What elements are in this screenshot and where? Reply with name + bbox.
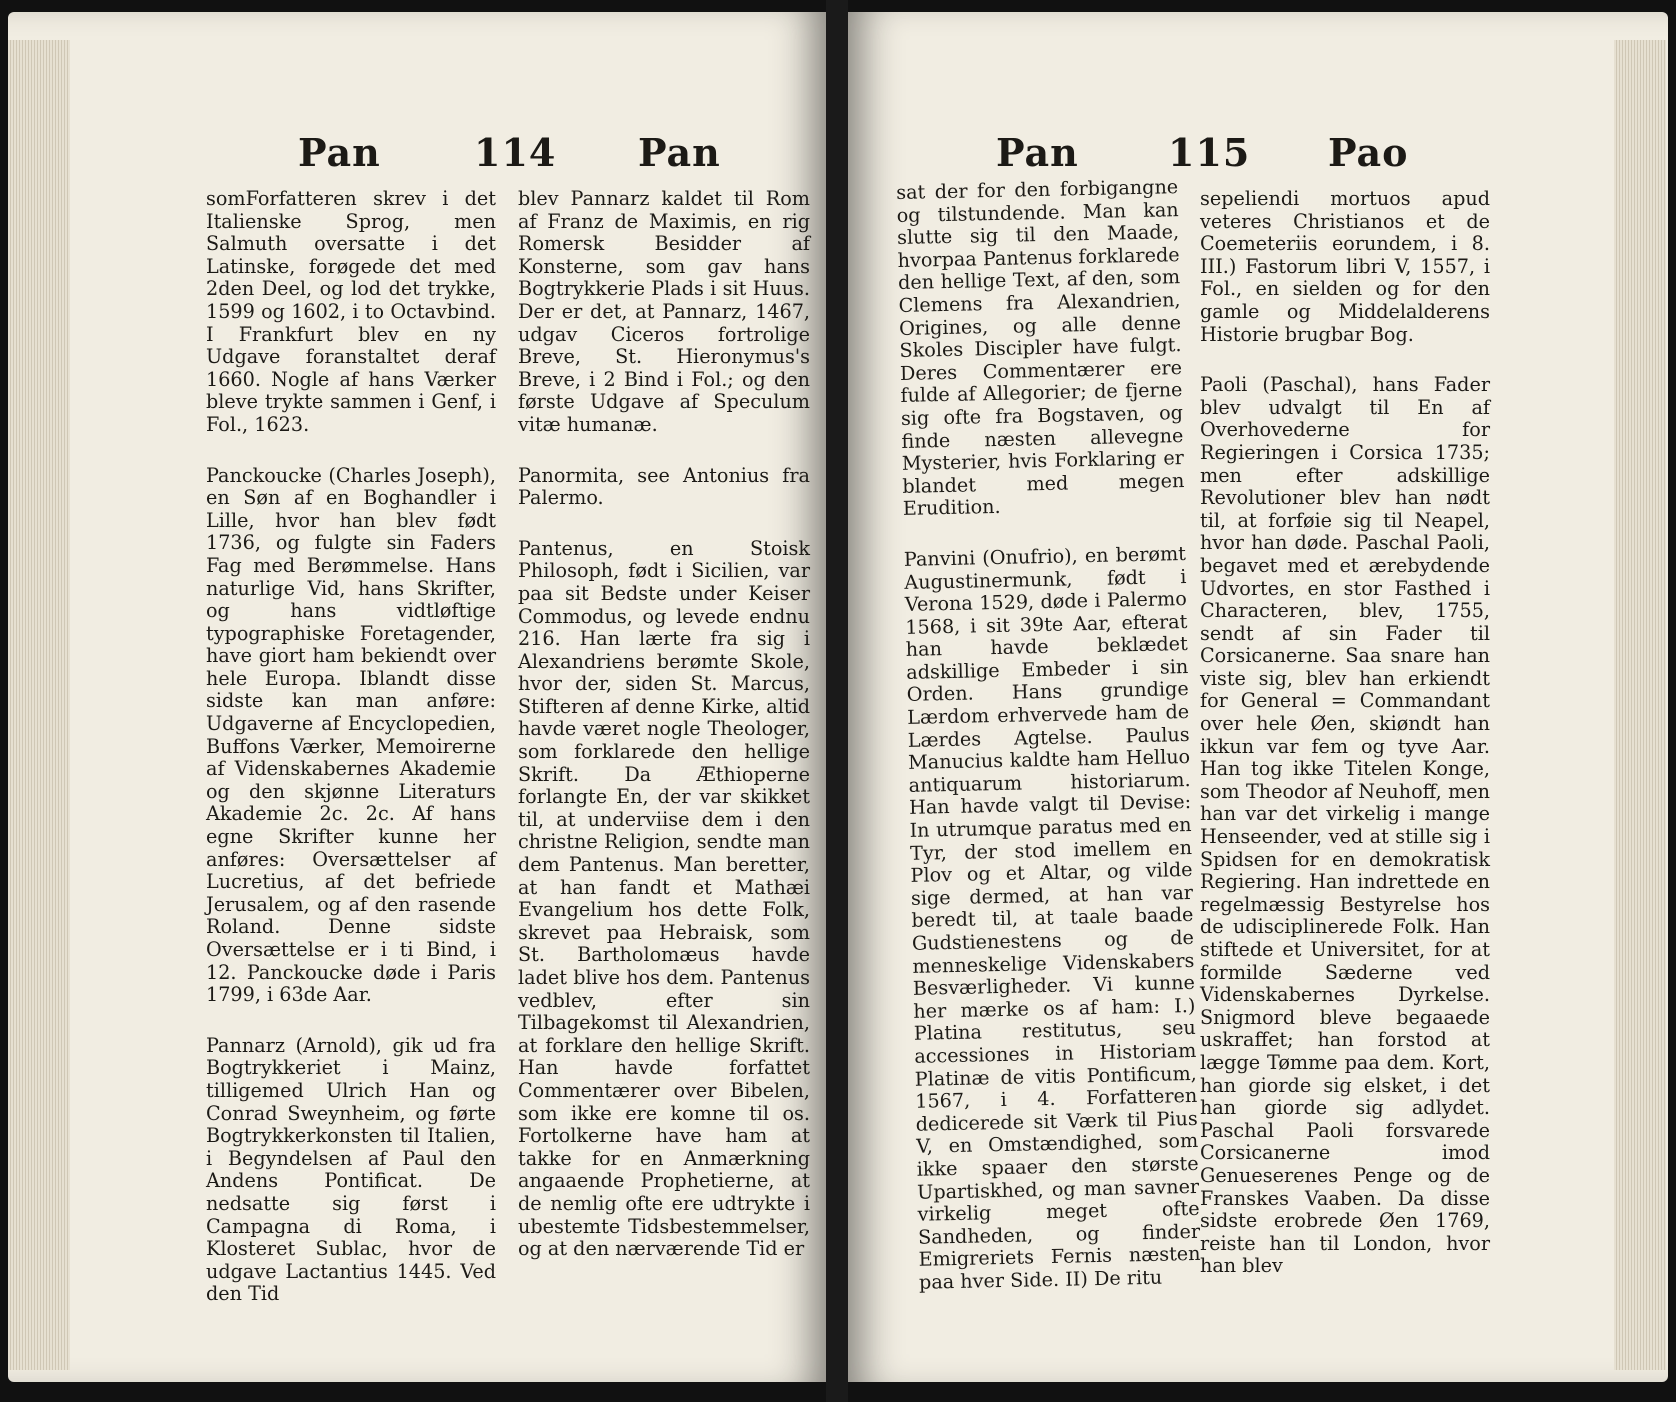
entry-pannarz: Pannarz (Arnold), gik ud fra Bogtrykkeriet i Mainz, tilligemed Ulrich Han og Conrad Sweynheim, og førte Bogtrykkerkonsten til Italien, i Begyndelsen af Paul den Andens Pontificat. De nedsatte sig først i Campagna di Roma, i Klosteret Sublac, hvor de udgave Lactantius 1445. Ved den Tid: [206, 1033, 496, 1306]
entry-panckoucke: Panckoucke (Charles Joseph), en Søn af en Boghandler i Lille, hvor han blev født 1736, og fulgte sin Faders Fag med Berømmelse. Hans naturlige Vid, hans Skrifter, og hans vidtløftige typographiske Foretagender, have giort ham bekiendt over hele Europa. Iblandt disse sidste kan man anføre: Udgaverne af Encyclopedien, Buffons Værker, Memoirerne af Videnskabernes Akademie og den skjønne Literaturs Akademie 2c. 2c. Af hans egne Skrifter kunne her anføres: Oversættelser af Lucretius, af det befriede Jerusalem, og af den rasende Roland. Denne sidste Oversættelse er i ti Bind, i 12. Panckoucke døde i Paris 1799, i 63de Aar.: [206, 463, 496, 1007]
right-header-keyword-right: Pao: [1328, 130, 1409, 175]
left-page: [8, 12, 826, 1382]
right-column-1: [896, 176, 1201, 1294]
right-page: [848, 12, 1668, 1382]
entry-paoli: Paoli (Paschal), hans Fader blev udvalgt til En af Overhovederne for Regieringen i Corsica 1735; men efter adskillige Revolutioner blev han nødt til, at forføie sig til Neapel, hvor han døde. Paschal Paoli, begavet med et ærebydende Udvortes, en stor Fasthed i Characteren, blev, 1755, sendt af sin Fader til Corsicanerne. Saa snare han viste sig, blev han erkiendt for General = Commandant over hele Øen, skiøndt han ikkun var fem og tyve Aar. Han tog ikke Titelen Konge, som Theodor af Neuhoff, men han var det virkelig i mange Henseender, ved at stille sig i Spidsen for en demokratisk Regiering. Han indrettede en regelmæssig Bestyrelse hos de udisciplinerede Folk. Han stiftede et Universitet, for at formilde Sæderne ved Videnskabernes Dyrkelse. Snigmord bleve begaaede uskraffet; han forstod at lægge Tømme paa dem. Kort, han giorde sig elsket, i det han giorde sig adlydet. Paschal Paoli forsvarede Corsicanerne imod Genueserenes Penge og de Franskes Vaaben. Da disse sidste erobrede Øen 1769, reiste han til London, hvor han blev: [1200, 373, 1490, 1278]
entry-text: sepeliendi mortuos apud veteres Christianos et de Coemeteriis eorundem, i 8. III.) Fastorum libri V, 1557, i Fol., en sielden og for den gamle og Middelalderens Historie brugbar Bog.: [1200, 187, 1490, 346]
right-page-number: 115: [1168, 130, 1251, 175]
entry-pantenus: Pantenus, en Stoisk Philosoph, født i Sicilien, var paa sit Bedste under Keiser Commodus, og levede endnu 216. Han lærte fra sig i Alexandriens berømte Skole, hvor der, siden St. Marcus, Stifteren af denne Kirke, altid havde været nogle Theologer, som forklarede den hellige Skrift. Da Æthioperne forlangte En, der var skikket til, at underviise dem i den christne Religion, sendte man dem Pantenus. Man beretter, at han fandt et Mathæi Evangelium hos dette Folk, skrevet paa Hebraisk, som St. Bartholomæus havde ladet blive hos dem. Pantenus vedblev, efter sin Tilbagekomst til Alexandrien, at forklare den hellige Skrift. Han havde forfattet Commentærer over Bibelen, som ikke ere komne til os. Fortolkerne have ham at takke for en Anmærkning angaaende Prophetierne, at de nemlig ofte ere udtrykte i ubestemte Tidsbestemmelser, og at den nærværende Tid er: [518, 536, 810, 1261]
left-page-edges: [8, 40, 70, 1370]
entry-text: blev Pannarz kaldet til Rom af Franz de Maximis, en rig Romersk Besidder af Konsterne, som gav hans Bogtrykkerie Plads i sit Huus. Der er det, at Pannarz, 1467, udgav Ciceros fortrolige Breve, St. Hieronymus's Breve, i 2 Bind i Fol.; og den første Udgave af Speculum vitæ humanæ.: [518, 187, 810, 436]
entry-panormita: Panormita, see Antonius fra Palermo.: [518, 463, 810, 510]
book-gutter: [826, 0, 848, 1402]
entry-text: somForfatteren skrev i det Italienske Sprog, men Salmuth oversatte i det Latinske, forøgede det med 2den Deel, og lod det trykke, 1599 og 1602, i to Octavbind. I Frankfurt blev en ny Udgave foranstaltet deraf 1660. Nogle af hans Værker bleve trykte sammen i Genf, i Fol., 1623.: [206, 187, 496, 436]
left-header-keyword: Pan: [298, 130, 381, 175]
left-header-keyword-right: Pan: [638, 130, 721, 175]
right-header-keyword: Pan: [996, 130, 1079, 175]
left-page-number: 114: [474, 130, 557, 175]
right-page-edges: [1614, 40, 1666, 1370]
entry-panvini: Panvini (Onufrio), en berømt Augustinermunk, født i Verona 1529, døde i Palermo 1568, i sit 39te Aar, efterat han havde beklædet adskillige Embeder i sin Orden. Hans grundige Lærdom erhvervede ham de Lærdes Agtelse. Paulus Manucius kaldte ham Helluo antiquarum historiarum. Han havde valgt til Devise: In utrumque paratus med en Tyr, der stod imellem en Plov og et Altar, og vilde sige dermed, at han var beredt til, at taale baade Gudstienestens og de menneskelige Videnskabers Besværligheder. Vi kunne her mærke os af ham: I.) Platina restitutus, seu accessiones in Historiam Platinæ de vitis Pontificum, 1567, i 4. Forfatteren dedicerede sit Værk til Pius V, en Omstændighed, som ikke spaaer den største Upartiskhed, og man savner virkelig meget ofte Sandheden, og finder Emigreriets Fernis næsten paa hver Side. II) De ritu: [903, 541, 1201, 1294]
left-column-2: [518, 188, 810, 1261]
left-column-1: [206, 188, 496, 1306]
right-column-2: [1200, 188, 1490, 1278]
entry-text: sat der for den forbigangne og tilstundende. Man kan slutte sig til den Maade, hvorpaa Pantenus forklarede den hellige Text, af den, som Clemens fra Alexandrien, Origines, og alle denne Skoles Discipler have fulgt. Deres Commentærer ere fulde af Allegorier; de fjerne sig ofte fra Bogstaven, og finde næsten allevegne Mysterier, hvis Forklaring er blandet med megen Erudition.: [895, 175, 1185, 521]
